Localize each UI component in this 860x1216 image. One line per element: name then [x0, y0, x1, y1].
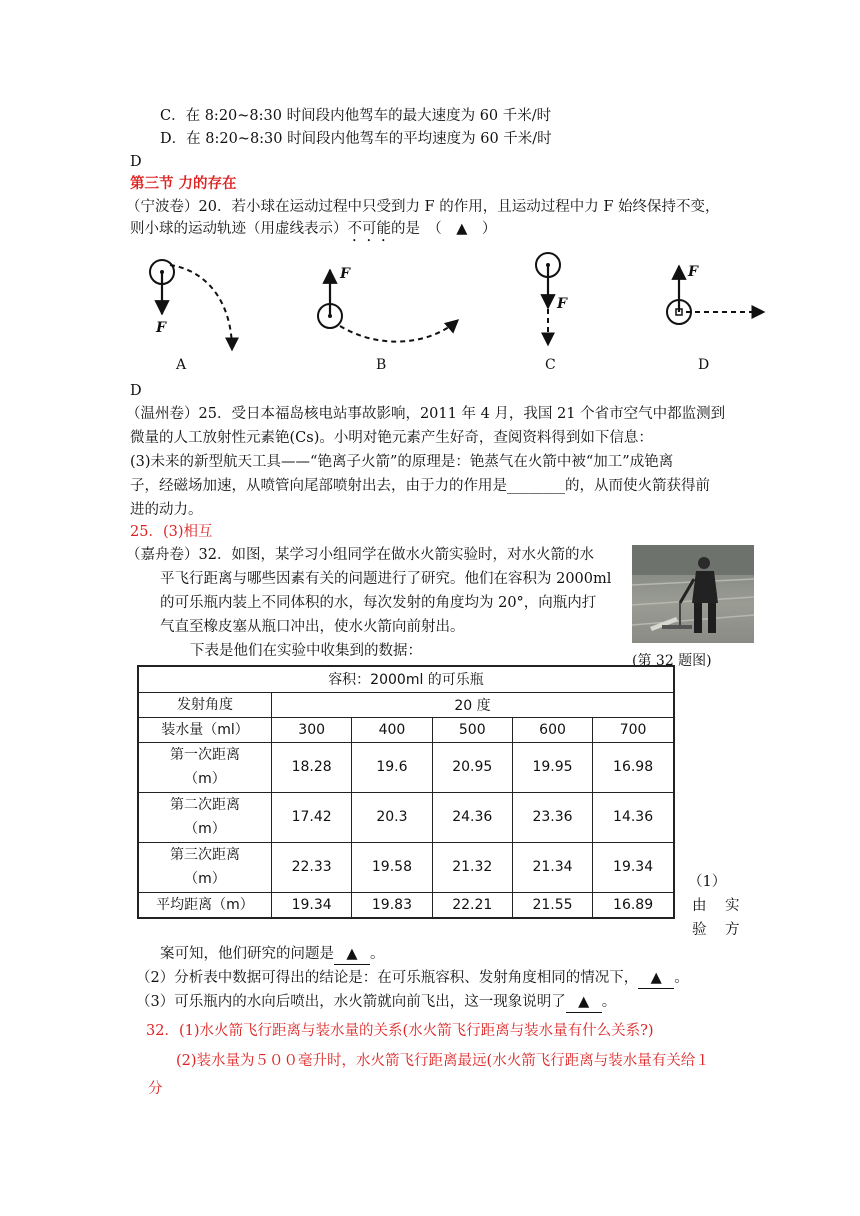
avg-cell: 19.34 — [272, 892, 352, 918]
q25-answer: 25．(3)相互 — [130, 524, 213, 540]
volume-cell: 600 — [512, 717, 592, 742]
table-cell: 23.36 — [512, 792, 592, 842]
table-cell: 19.34 — [593, 842, 674, 892]
q20-answer: D — [130, 383, 142, 399]
option-d-diagram — [667, 266, 764, 324]
option-d: D．在 8:20~8:30 时间段内他驾车的平均速度为 60 千米/时 — [160, 131, 552, 147]
angle-label: 发射角度 — [138, 692, 272, 717]
figure-caption: (第 32 题图) — [632, 653, 712, 669]
option-c-label: C — [545, 357, 556, 373]
q20-line1: （宁波卷）20．若小球在运动过程中只受到力 F 的作用，且运动过程中力 F 始终保持不变， — [126, 199, 720, 215]
q32-answer-3: 分 — [148, 1081, 163, 1097]
force-label-d: F — [688, 264, 698, 280]
table-row — [138, 842, 674, 892]
avg-cell: 19.83 — [352, 892, 432, 918]
q20-line2: 则小球的运动轨迹（用虚线表示）不可能的是 （ ▲ ） — [130, 221, 497, 237]
q20-figure — [0, 0, 860, 400]
table-cell: 21.32 — [432, 842, 512, 892]
avg-label: 平均距离（m） — [138, 892, 272, 918]
table-cell: 20.3 — [352, 792, 432, 842]
angle-value: 20 度 — [272, 692, 675, 717]
row-label: 第三次距离 （m） — [138, 842, 272, 892]
option-a-label: A — [176, 357, 187, 373]
avg-cell: 16.89 — [593, 892, 674, 918]
table-cell: 19.6 — [352, 742, 432, 792]
water-rocket-photo — [632, 545, 754, 643]
force-label-c: F — [557, 296, 567, 312]
option-b-label: B — [376, 357, 387, 373]
q25-line2: 微量的人工放射性元素铯(Cs)。小明对铯元素产生好奇，查阅资料得到如下信息： — [130, 430, 653, 446]
q25-line5: 进的动力。 — [130, 502, 203, 518]
side-text-2: 由 实 — [692, 898, 742, 914]
q32-line3: 的可乐瓶内装上不同体积的水，每次发射的角度均为 20°，向瓶内打 — [160, 595, 597, 611]
option-c: C．在 8:20~8:30 时间段内他驾车的最大速度为 60 千米/时 — [160, 108, 552, 124]
q32-line2: 平飞行距离与哪些因素有关的问题进行了研究。他们在容积为 2000ml — [160, 571, 612, 587]
q25-line1: （温州卷）25．受日本福岛核电站事故影响，2011 年 4 月，我国 21 个省市空气中都监测到 — [126, 406, 726, 422]
table-row — [138, 742, 674, 792]
table-cell: 16.98 — [593, 742, 674, 792]
data-table — [137, 665, 675, 919]
side-text-3: 验 方 — [692, 922, 742, 938]
q32-answer-2: (2)装水量为５００毫升时，水火箭飞行距离最远(水火箭飞行距离与装水量有关给１ — [176, 1053, 710, 1069]
answer-prev: D — [130, 154, 142, 170]
row-label: 第二次距离 （m） — [138, 792, 272, 842]
answer-blank: ▲ — [566, 992, 602, 1013]
table-cell: 19.95 — [512, 742, 592, 792]
avg-cell: 21.55 — [512, 892, 592, 918]
average-row — [138, 892, 674, 918]
q32-answer-1: 32．(1)水火箭飞行距离与装水量的关系(水火箭飞行距离与装水量有什么关系?) — [146, 1023, 654, 1039]
table-cell: 17.42 — [272, 792, 352, 842]
answer-blank: ▲ — [334, 944, 370, 965]
q25-line4: 子，经磁场加速，从喷管向尾部喷射出去，由于力的作用是________的，从而使火箭获得前 — [130, 478, 710, 494]
table-cell: 18.28 — [272, 742, 352, 792]
option-a-diagram — [150, 260, 232, 350]
table-title: 容积：2000ml 的可乐瓶 — [138, 666, 674, 692]
q32-line1: （嘉舟卷）32．如图，某学习小组同学在做水火箭实验时，对水火箭的水 — [126, 547, 594, 563]
table-cell: 14.36 — [593, 792, 674, 842]
avg-cell: 22.21 — [432, 892, 512, 918]
table-cell: 19.58 — [352, 842, 432, 892]
table-cell: 20.95 — [432, 742, 512, 792]
force-label-b: F — [340, 266, 350, 282]
volume-cell: 500 — [432, 717, 512, 742]
volume-cell: 400 — [352, 717, 432, 742]
volume-row — [138, 717, 674, 742]
sub-question-2: （2）分析表中数据可得出的结论是：在可乐瓶容积、发射角度相同的情况下， ▲ 。 — [136, 968, 689, 989]
sub-question-1: 案可知，他们研究的问题是 ▲ 。 — [160, 944, 385, 965]
force-label-a: F — [156, 320, 166, 336]
option-b-diagram — [318, 270, 458, 342]
emphasis-text: 不可能 — [347, 221, 391, 237]
table-cell: 24.36 — [432, 792, 512, 842]
volume-cell: 300 — [272, 717, 352, 742]
table-cell: 21.34 — [512, 842, 592, 892]
q25-line3: (3)未来的新型航天工具——“铯离子火箭”的原理是：铯蒸气在火箭中被“加工”成铯离 — [130, 454, 674, 470]
q32-line5: 下表是他们在实验中收集到的数据： — [190, 643, 422, 659]
volume-label: 装水量（ml） — [138, 717, 272, 742]
side-text-1: （1） — [688, 874, 727, 890]
q32-line4: 气直至橡皮塞从瓶口冲出，使水火箭向前射出。 — [160, 619, 465, 635]
section-title: 第三节 力的存在 — [130, 175, 237, 192]
row-label: 第一次距离 （m） — [138, 742, 272, 792]
volume-cell: 700 — [593, 717, 674, 742]
table-row — [138, 792, 674, 842]
table-cell: 22.33 — [272, 842, 352, 892]
option-d-label: D — [698, 357, 710, 373]
answer-blank: ▲ — [638, 968, 674, 989]
sub-question-3: （3）可乐瓶内的水向后喷出，水火箭就向前飞出，这一现象说明了 ▲ 。 — [136, 992, 616, 1013]
